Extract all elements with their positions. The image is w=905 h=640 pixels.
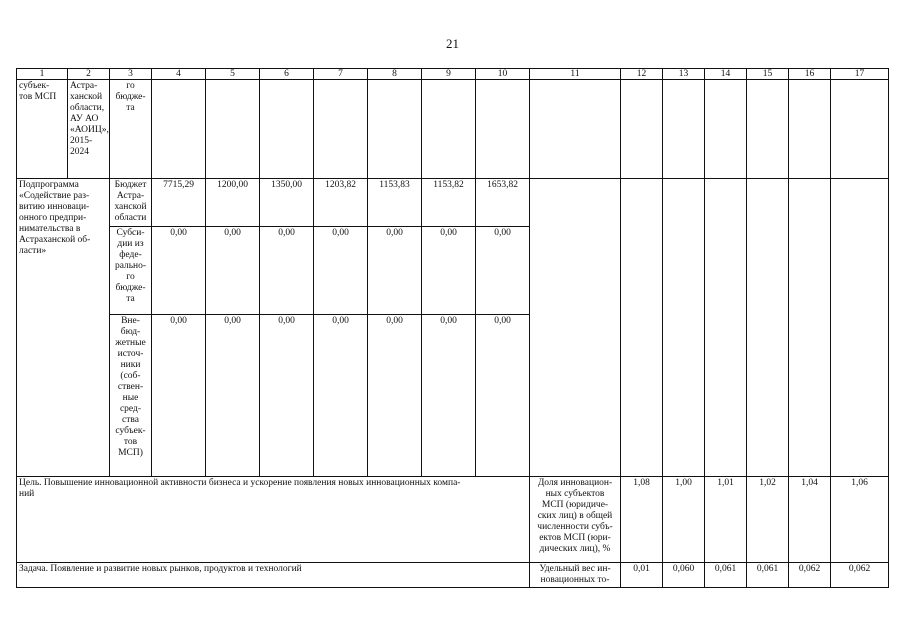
indicator-value: 1,04: [789, 477, 831, 563]
amount-cell: 1153,82: [422, 179, 476, 227]
task-row: [17, 563, 889, 588]
indicator-value: 0,01: [621, 563, 663, 588]
page-number: 21: [446, 36, 459, 51]
goal-text: Цель. Повышение инновационной активности бизнеса и ускорение появления новых инновационных компа- ний: [17, 477, 530, 563]
amount-cell: 0,00: [206, 227, 260, 315]
source-cell: го бюдже- та: [110, 80, 152, 179]
indicator-value: 0,061: [747, 563, 789, 588]
amount-cell: 0,00: [476, 315, 530, 477]
amount-cell: 1350,00: [260, 179, 314, 227]
program-table: [16, 68, 889, 588]
task-text: Задача. Появление и развитие новых рынков, продуктов и технологий: [17, 563, 530, 588]
indicator-value: 1,00: [663, 477, 705, 563]
amount-cell: 0,00: [422, 227, 476, 315]
col-number: 15: [747, 69, 789, 80]
col-number: 10: [476, 69, 530, 80]
amount-cell: 1203,82: [314, 179, 368, 227]
funding-source-label: Субси- дии из феде- рально- го бюдже- та: [110, 227, 152, 315]
continuation-row: [17, 80, 889, 179]
amount-cell: 1153,83: [368, 179, 422, 227]
amount-cell: 0,00: [260, 227, 314, 315]
indicator-value: 1,06: [831, 477, 889, 563]
col-number: 13: [663, 69, 705, 80]
funding-source-label: Бюджет Астра- ханской области: [110, 179, 152, 227]
col-number: 16: [789, 69, 831, 80]
indicator-value: 0,062: [789, 563, 831, 588]
indicator-value: 0,060: [663, 563, 705, 588]
subprogram-name: Подпрограмма «Содействие раз- витию инноваци- онного предпри- нимательства в Астраханской об- ласти»: [17, 179, 110, 477]
col-number: 12: [621, 69, 663, 80]
amount-cell: 0,00: [422, 315, 476, 477]
col-number: 3: [110, 69, 152, 80]
amount-cell: 0,00: [152, 315, 206, 477]
goal-indicator: Доля инновацион- ных субъектов МСП (юридиче- ских лиц) в общей численности субъ- ектов МСП (юри- дических лиц), %: [530, 477, 621, 563]
indicator-value: 1,08: [621, 477, 663, 563]
col-number: 17: [831, 69, 889, 80]
col-number: 4: [152, 69, 206, 80]
indicator-value: 0,061: [705, 563, 747, 588]
col-number: 6: [260, 69, 314, 80]
col-number: 5: [206, 69, 260, 80]
amount-cell: 1653,82: [476, 179, 530, 227]
col-number: 1: [17, 69, 68, 80]
amount-cell: 0,00: [314, 315, 368, 477]
goal-row: [17, 477, 889, 563]
amount-cell: 0,00: [476, 227, 530, 315]
amount-cell: 0,00: [152, 227, 206, 315]
task-indicator: Удельный вес ин- новационных то-: [530, 563, 621, 588]
funding-source-label: Вне- бюд- жетные источ- ники (соб- ствен- ные сред- ства субъек- тов МСП): [110, 315, 152, 477]
amount-cell: 0,00: [368, 227, 422, 315]
col-number: 2: [68, 69, 110, 80]
indicator-value: 0,062: [831, 563, 889, 588]
executor-cell: субъек- тов МСП: [17, 80, 68, 179]
amount-cell: 0,00: [260, 315, 314, 477]
col-number: 9: [422, 69, 476, 80]
amount-cell: 0,00: [206, 315, 260, 477]
col-number: 8: [368, 69, 422, 80]
amount-cell: 0,00: [314, 227, 368, 315]
responsible-cell: Астра- ханской области, АУ АО «АОИЦ», 2015- 2024: [68, 80, 110, 179]
amount-cell: 0,00: [368, 315, 422, 477]
amount-cell: 1200,00: [206, 179, 260, 227]
amount-cell: 7715,29: [152, 179, 206, 227]
table-row: [17, 179, 889, 227]
indicator-value: 1,02: [747, 477, 789, 563]
indicator-value: 1,01: [705, 477, 747, 563]
column-number-row: [17, 69, 889, 80]
col-number: 11: [530, 69, 621, 80]
col-number: 7: [314, 69, 368, 80]
col-number: 14: [705, 69, 747, 80]
